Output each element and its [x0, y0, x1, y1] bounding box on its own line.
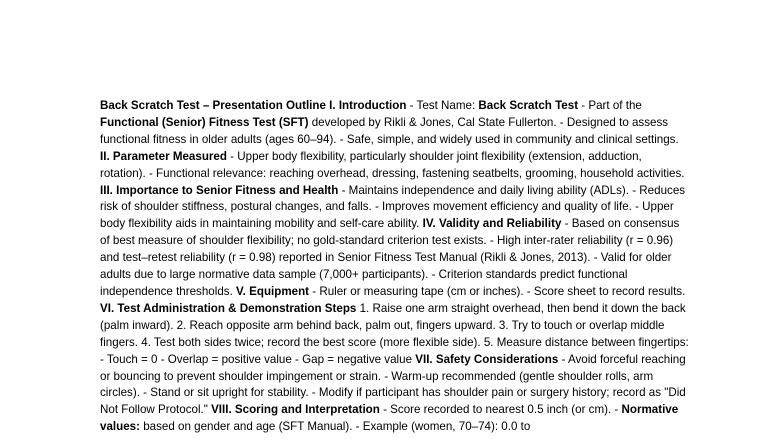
run-text: - Part of the [578, 99, 642, 112]
run-heading: IV. Validity and Reliability [422, 217, 562, 231]
run-text: - Score recorded to nearest 0.5 inch (or cm). - [379, 403, 622, 417]
run-text: developed by Rikli & Jones, Cal State Fullerton. - Designed to assess functional fitness in older adults (ages 60–94). - Safe, simple, and widely used in community and clinical settings. [100, 115, 679, 146]
run-heading: Back Scratch Test – Presentation Outline I. Introduction [100, 99, 407, 112]
document-body-paragraph [100, 98, 690, 436]
run-text: 1. Raise one arm straight overhead, then bend it down the back (palm inward). 2. Reach opposite arm behind back, palm out, fingers upward. 3. Try to touch or overlap middle fingers. 4. Test both sides twice; record the best score (more flexible side). 5. Measure distance between fingertips: - Touch = 0 - Overlap = positive value - Gap = negative value [100, 301, 689, 366]
run-text: based on gender and age (SFT Manual). - Example (women, 70–74): 0.0 to [139, 420, 531, 434]
run-text: - Test Name: [406, 99, 479, 112]
run-text: - Ruler or measuring tape (cm or inches). - Score sheet to record results. [309, 284, 686, 298]
run-text: - Based on consensus of best measure of shoulder flexibility; no gold-standard criterion test exists. - High inter-rater reliability (r = 0.96) and test–retest reliability (r = 0.98) reported in Senior Fitness Test Manual (Rikli & Jones, 2013). - Valid for older adults due to large normative data sample (7,000+ participants). - Criterion standards predict functional independence thresholds. [100, 217, 680, 298]
run-heading: Normative values: [100, 403, 679, 434]
run-heading: V. Equipment [236, 284, 310, 298]
run-text: - Maintains independence and daily living ability (ADLs). - Reduces risk of shoulder stiffness, postural changes, and falls. - Improves movement efficiency and quality of life. - Upper body flexibility aids in maintaining mobility and self-care ability. [100, 183, 686, 231]
run-text: - Upper body flexibility, particularly shoulder joint flexibility (extension, adduction, rotation). - Functional relevance: reaching overhead, dressing, fastening seatbelts, grooming, household activities. [100, 149, 685, 180]
run-heading: III. Importance to Senior Fitness and Health [100, 183, 339, 197]
run-heading: Functional (Senior) Fitness Test (SFT) [100, 115, 309, 129]
run-heading: Back Scratch Test [478, 99, 579, 112]
run-heading: VIII. Scoring and Interpretation [211, 403, 380, 417]
run-heading: II. Parameter Measured [100, 149, 227, 163]
run-heading: VII. Safety Considerations [415, 352, 559, 366]
run-text: - Avoid forceful reaching or bouncing to prevent shoulder impingement or strain. - Warm-up recommended (gentle shoulder rolls, arm circles). - Stand or sit upright for stability. - Modify if participant has shoulder pain or surgery history; record as "Did Not Follow Protocol." [100, 352, 686, 417]
run-heading: VI. Test Administration & Demonstration Steps [100, 301, 357, 315]
